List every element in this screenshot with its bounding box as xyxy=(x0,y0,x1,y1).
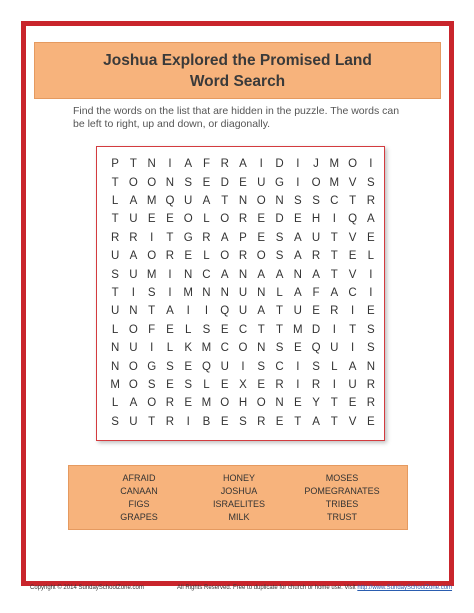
grid-letter: R xyxy=(220,158,229,171)
grid-letter: O xyxy=(256,250,266,263)
grid-letter: I xyxy=(168,158,172,171)
grid-letter: O xyxy=(128,378,138,391)
grid-letter: L xyxy=(111,397,119,410)
grid-letter: T xyxy=(129,158,137,171)
word-list-item: HONEY xyxy=(222,473,255,483)
grid-letter: S xyxy=(184,378,193,391)
grid-letter: C xyxy=(275,360,284,373)
grid-letter: E xyxy=(293,397,302,410)
grid-letter: A xyxy=(330,286,339,299)
grid-letter: M xyxy=(201,397,212,410)
grid-letter: N xyxy=(110,342,120,355)
grid-letter: S xyxy=(275,342,284,355)
grid-letter: E xyxy=(184,397,193,410)
grid-letter: E xyxy=(348,397,357,410)
grid-letter: S xyxy=(312,194,320,207)
grid-letter: I xyxy=(241,360,245,373)
grid-letter: M xyxy=(146,194,157,207)
grid-letter: U xyxy=(330,342,339,355)
grid-letter: S xyxy=(111,268,119,281)
grid-letter: E xyxy=(257,378,266,391)
copyright-text: Copyright © 2014 SundaySchoolZone.com xyxy=(30,585,144,591)
grid-letter: G xyxy=(183,231,193,244)
grid-letter: R xyxy=(202,231,211,244)
word-search-puzzle xyxy=(96,146,385,441)
grid-letter: M xyxy=(201,342,212,355)
grid-letter: O xyxy=(220,250,230,263)
grid-letter: T xyxy=(349,194,357,207)
grid-letter: O xyxy=(183,213,193,226)
grid-letter: L xyxy=(111,194,119,207)
grid-letter: O xyxy=(256,194,266,207)
grid-letter: L xyxy=(166,342,174,355)
grid-letter: T xyxy=(330,397,338,410)
grid-letter: A xyxy=(129,194,138,207)
grid-letter: O xyxy=(147,397,157,410)
grid-letter: E xyxy=(348,250,357,263)
grid-letter: L xyxy=(203,250,210,263)
grid-letter: L xyxy=(184,323,192,336)
grid-letter: O xyxy=(128,360,138,373)
grid-letter: I xyxy=(332,378,336,391)
grid-letter: R xyxy=(238,213,248,226)
grid-letter: S xyxy=(239,415,247,428)
word-list-column-3 xyxy=(287,472,397,524)
grid-letter: R xyxy=(165,415,175,428)
grid-letter: T xyxy=(221,194,229,207)
grid-letter: R xyxy=(257,415,266,428)
grid-letter: Q xyxy=(201,360,211,373)
instructions-text: Find the words on the list that are hidden in the puzzle. The words can be left to right, up and down, or diagonally. xyxy=(73,105,400,130)
grid-letter: N xyxy=(202,286,211,299)
grid-letter: A xyxy=(275,268,284,281)
grid-letter: E xyxy=(367,231,375,244)
grid-letter: T xyxy=(111,176,119,189)
grid-letter: I xyxy=(131,286,135,299)
grid-letter: U xyxy=(110,305,120,318)
grid-letter: O xyxy=(256,397,266,410)
grid-letter: G xyxy=(275,176,284,189)
grid-letter: T xyxy=(148,305,156,318)
grid-letter: R xyxy=(366,194,375,207)
grid-letter: O xyxy=(311,176,321,189)
grid-letter: N xyxy=(275,194,284,207)
grid-letter: H xyxy=(311,213,321,226)
grid-letter: O xyxy=(220,213,230,226)
grid-letter: D xyxy=(311,323,321,336)
grid-letter: S xyxy=(147,286,156,299)
grid-letter: A xyxy=(312,415,320,428)
grid-letter: I xyxy=(168,286,172,299)
grid-letter: G xyxy=(147,360,157,373)
grid-letter: E xyxy=(257,231,266,244)
grid-letter: T xyxy=(276,323,284,336)
grid-letter: A xyxy=(348,360,357,373)
grid-letter: A xyxy=(220,268,229,281)
grid-letter: U xyxy=(129,342,138,355)
grid-letter: I xyxy=(296,360,300,373)
grid-letter: I xyxy=(296,378,300,391)
grid-letter: V xyxy=(348,176,357,189)
grid-letter: Y xyxy=(312,397,320,410)
grid-letter: T xyxy=(148,415,156,428)
grid-letter: I xyxy=(332,323,336,336)
grid-letter: Q xyxy=(165,194,175,207)
grid-letter: K xyxy=(184,342,193,355)
grid-letter: S xyxy=(367,323,375,336)
grid-letter: X xyxy=(239,378,247,391)
grid-letter: Q xyxy=(311,342,321,355)
grid-letter: I xyxy=(332,213,336,226)
grid-letter: V xyxy=(348,268,357,281)
grid-letter: E xyxy=(293,342,302,355)
grid-letter: U xyxy=(257,176,266,189)
word-list-item: FIGS xyxy=(128,499,150,509)
grid-letter: U xyxy=(129,213,138,226)
grid-letter: R xyxy=(311,250,321,263)
word-list-column-2 xyxy=(184,472,294,524)
page-subtitle: Word Search xyxy=(189,72,286,90)
grid-letter: H xyxy=(238,397,248,410)
grid-letter: F xyxy=(202,158,210,171)
word-list-item: ISRAELITES xyxy=(212,499,266,509)
grid-letter: M xyxy=(146,268,157,281)
grid-letter: Q xyxy=(220,305,230,318)
grid-letter: L xyxy=(276,286,283,299)
grid-letter: L xyxy=(367,250,375,263)
word-list-item: CANAAN xyxy=(120,486,158,496)
grid-letter: T xyxy=(330,268,338,281)
grid-letter: I xyxy=(369,286,373,299)
grid-letter: U xyxy=(311,231,321,244)
grid-letter: O xyxy=(220,397,230,410)
grid-letter: M xyxy=(183,286,193,299)
grid-letter: A xyxy=(202,194,211,207)
grid-letter: M xyxy=(292,323,303,336)
grid-letter: N xyxy=(293,268,302,281)
word-list-item: AFRAID xyxy=(122,473,156,483)
grid-letter: A xyxy=(239,158,247,171)
grid-letter: L xyxy=(203,213,210,226)
grid-letter: C xyxy=(238,323,248,336)
grid-letter: R xyxy=(366,397,375,410)
grid-letter: O xyxy=(147,176,157,189)
grid-letter: J xyxy=(313,158,319,171)
grid-letter: L xyxy=(111,323,119,336)
grid-letter: R xyxy=(238,250,248,263)
grid-letter: E xyxy=(275,415,284,428)
grid-letter: I xyxy=(259,158,263,171)
grid-letter: A xyxy=(184,158,193,171)
grid-letter: E xyxy=(184,360,193,373)
grid-letter: F xyxy=(312,286,320,299)
grid-letter: U xyxy=(129,415,138,428)
grid-letter: E xyxy=(166,378,174,391)
word-list-item: MOSES xyxy=(325,473,359,483)
grid-letter: E xyxy=(166,323,174,336)
grid-letter: I xyxy=(296,158,300,171)
grid-letter: D xyxy=(275,158,284,171)
grid-letter: U xyxy=(293,305,302,318)
grid-letter: U xyxy=(110,250,120,263)
grid-letter: S xyxy=(147,378,156,391)
grid-letter: S xyxy=(202,323,211,336)
grid-letter: E xyxy=(239,176,247,189)
grid-letter: N xyxy=(165,176,175,189)
grid-letter: D xyxy=(275,213,284,226)
word-list-item: JOSHUA xyxy=(220,486,258,496)
grid-letter: R xyxy=(165,397,175,410)
grid-letter: I xyxy=(150,342,154,355)
grid-letter: M xyxy=(329,158,340,171)
word-list-item: TRUST xyxy=(327,512,357,522)
grid-letter: P xyxy=(239,231,247,244)
grid-letter: E xyxy=(367,415,375,428)
word-list xyxy=(68,465,408,530)
grid-letter: I xyxy=(186,415,190,428)
grid-letter: V xyxy=(348,231,357,244)
word-list-item: POMEGRANATES xyxy=(304,486,380,496)
grid-letter: O xyxy=(147,250,157,263)
grid-letter: A xyxy=(257,305,266,318)
grid-letter: A xyxy=(129,250,138,263)
letter-grid xyxy=(106,155,380,431)
grid-letter: U xyxy=(184,194,193,207)
grid-letter: C xyxy=(202,268,211,281)
grid-letter: E xyxy=(293,213,302,226)
grid-letter: U xyxy=(238,305,248,318)
grid-letter: T xyxy=(166,231,174,244)
grid-letter: U xyxy=(220,360,229,373)
grid-letter: A xyxy=(293,286,302,299)
grid-letter: O xyxy=(128,323,138,336)
grid-letter: I xyxy=(296,176,300,189)
grid-letter: N xyxy=(257,286,266,299)
grid-letter: E xyxy=(312,305,320,318)
grid-letter: R xyxy=(366,378,375,391)
grid-letter: T xyxy=(111,286,119,299)
grid-letter: T xyxy=(330,250,338,263)
grid-letter: A xyxy=(367,213,375,226)
grid-letter: N xyxy=(366,360,375,373)
word-list-item: TRIBES xyxy=(325,499,359,509)
grid-letter: E xyxy=(202,176,211,189)
grid-letter: N xyxy=(238,194,248,207)
grid-letter: S xyxy=(111,415,119,428)
grid-letter: A xyxy=(293,231,302,244)
grid-letter: V xyxy=(348,415,357,428)
grid-letter: S xyxy=(184,176,193,189)
grid-letter: N xyxy=(110,360,120,373)
grid-letter: I xyxy=(150,231,154,244)
grid-letter: T xyxy=(330,415,338,428)
grid-letter: O xyxy=(128,176,138,189)
grid-letter: A xyxy=(293,250,302,263)
grid-letter: F xyxy=(148,323,156,336)
grid-letter: I xyxy=(350,342,355,355)
grid-letter: N xyxy=(147,158,156,171)
grid-letter: T xyxy=(276,305,284,318)
grid-letter: T xyxy=(330,231,338,244)
grid-letter: C xyxy=(330,194,339,207)
grid-letter: R xyxy=(129,231,138,244)
rights-text xyxy=(177,585,452,591)
word-list-item: GRAPES xyxy=(120,512,158,522)
grid-letter: S xyxy=(312,360,320,373)
grid-letter: R xyxy=(165,250,175,263)
grid-letter: A xyxy=(166,305,174,318)
grid-letter: R xyxy=(275,378,284,391)
grid-letter: E xyxy=(220,415,229,428)
grid-letter: I xyxy=(168,268,172,281)
grid-letter: T xyxy=(111,213,119,226)
page-title: Joshua Explored the Promised Land xyxy=(103,51,372,69)
grid-letter: N xyxy=(129,305,138,318)
grid-letter: Q xyxy=(348,213,358,226)
grid-letter: E xyxy=(367,305,375,318)
word-list-item: MILK xyxy=(228,512,250,522)
grid-letter: S xyxy=(166,360,174,373)
word-list-column-1 xyxy=(84,472,194,524)
grid-letter: D xyxy=(220,176,229,189)
grid-letter: B xyxy=(202,415,211,428)
grid-letter: E xyxy=(220,323,229,336)
grid-letter: S xyxy=(257,360,266,373)
title-banner xyxy=(34,42,441,99)
grid-letter: N xyxy=(238,268,248,281)
grid-letter: A xyxy=(312,268,320,281)
grid-letter: I xyxy=(369,158,373,171)
grid-letter: O xyxy=(348,158,358,171)
grid-letter: M xyxy=(329,176,340,189)
grid-letter: T xyxy=(257,323,265,336)
grid-letter: S xyxy=(275,231,284,244)
grid-letter: N xyxy=(257,342,266,355)
grid-letter: I xyxy=(369,268,373,281)
grid-letter: S xyxy=(367,342,375,355)
grid-letter: N xyxy=(184,268,193,281)
grid-letter: A xyxy=(220,231,229,244)
grid-letter: O xyxy=(238,342,248,355)
grid-letter: S xyxy=(293,194,302,207)
grid-letter: A xyxy=(129,397,138,410)
grid-letter: A xyxy=(257,268,266,281)
grid-letter: U xyxy=(238,286,248,299)
grid-letter: E xyxy=(220,378,229,391)
rights-statement: All Rights Reserved. Free to duplicate for church or home use. Visit xyxy=(177,585,356,591)
grid-letter: S xyxy=(367,176,375,189)
grid-letter: S xyxy=(275,250,284,263)
grid-letter: E xyxy=(147,213,156,226)
grid-letter: R xyxy=(110,231,120,244)
grid-letter: C xyxy=(348,286,357,299)
grid-letter: N xyxy=(220,286,229,299)
grid-letter: I xyxy=(204,305,209,318)
grid-letter: U xyxy=(348,378,357,391)
grid-letter: L xyxy=(331,360,338,373)
grid-letter: P xyxy=(111,158,119,171)
grid-letter: E xyxy=(184,250,193,263)
website-link[interactable]: http://www.SundaySchoolZone.com xyxy=(357,585,453,591)
grid-letter: L xyxy=(203,378,210,391)
grid-letter: R xyxy=(330,305,339,318)
grid-letter: T xyxy=(349,323,357,336)
grid-letter: T xyxy=(294,415,302,428)
grid-letter: C xyxy=(220,342,229,355)
grid-letter: I xyxy=(186,305,190,318)
grid-letter: R xyxy=(311,378,321,391)
grid-letter: E xyxy=(257,213,266,226)
grid-letter: E xyxy=(166,213,174,226)
grid-letter: M xyxy=(110,378,120,391)
grid-letter: N xyxy=(275,397,284,410)
grid-letter: I xyxy=(350,305,355,318)
grid-letter: U xyxy=(129,268,138,281)
